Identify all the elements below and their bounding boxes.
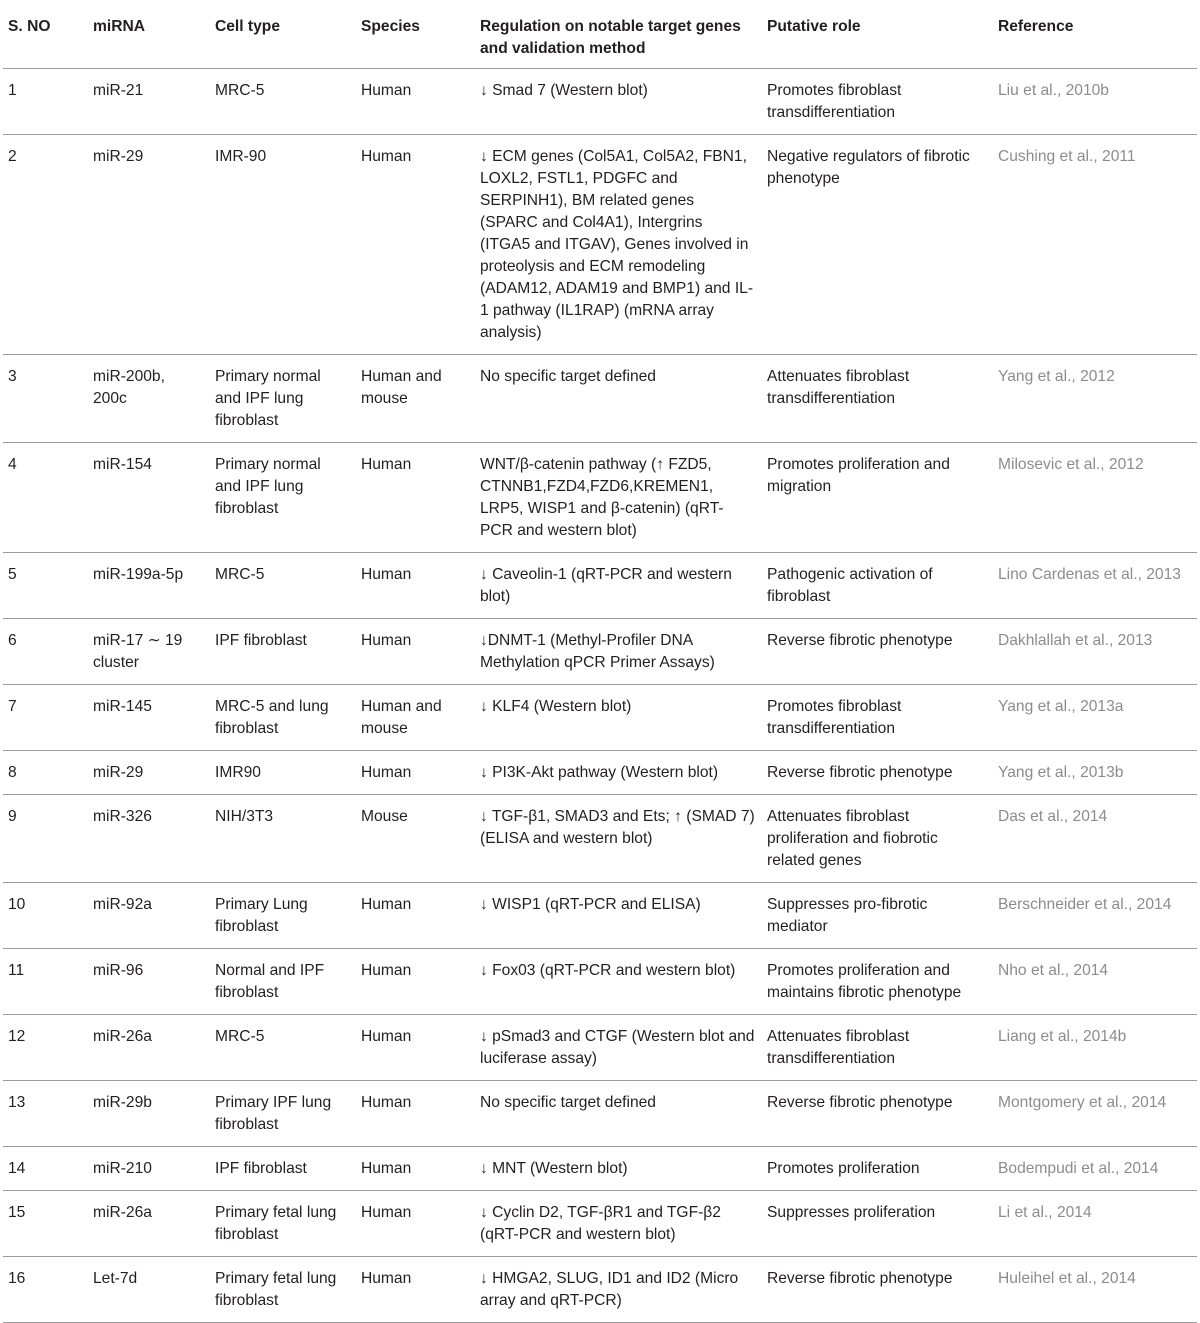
cell-reference: Berschneider et al., 2014: [993, 883, 1197, 949]
cell-role: Attenuates fibroblast transdifferentiation: [762, 355, 993, 443]
cell-regulation: ↓ HMGA2, SLUG, ID1 and ID2 (Micro array and qRT-PCR): [475, 1257, 762, 1323]
cell-reference: Milosevic et al., 2012: [993, 443, 1197, 553]
cell-sno: 11: [3, 949, 88, 1015]
cell-reference: Lino Cardenas et al., 2013: [993, 553, 1197, 619]
table-row: [3, 69, 1197, 135]
cell-cell-type: Primary IPF lung fibroblast: [210, 1081, 356, 1147]
cell-role: Reverse fibrotic phenotype: [762, 751, 993, 795]
cell-role: Reverse fibrotic phenotype: [762, 619, 993, 685]
header-mirna: miRNA: [88, 0, 210, 69]
cell-cell-type: Primary normal and IPF lung fibroblast: [210, 355, 356, 443]
cell-species: Human: [356, 1147, 475, 1191]
cell-role: Pathogenic activation of fibroblast: [762, 553, 993, 619]
table-header: [3, 0, 1197, 69]
cell-sno: 16: [3, 1257, 88, 1323]
cell-sno: 10: [3, 883, 88, 949]
cell-mirna: miR-29: [88, 751, 210, 795]
table-row: [3, 443, 1197, 553]
cell-mirna: miR-26a: [88, 1015, 210, 1081]
cell-mirna: miR-199a-5p: [88, 553, 210, 619]
cell-species: Human: [356, 69, 475, 135]
cell-regulation: ↓ KLF4 (Western blot): [475, 685, 762, 751]
cell-mirna: miR-210: [88, 1147, 210, 1191]
cell-mirna: miR-326: [88, 795, 210, 883]
cell-role: Promotes proliferation: [762, 1147, 993, 1191]
cell-regulation: WNT/β-catenin pathway (↑ FZD5, CTNNB1,FZD4,FZD6,KREMEN1, LRP5, WISP1 and β-catenin) (qRT-PCR and western blot): [475, 443, 762, 553]
cell-role: Promotes proliferation and migration: [762, 443, 993, 553]
table-row: [3, 1081, 1197, 1147]
cell-sno: 3: [3, 355, 88, 443]
cell-cell-type: Primary normal and IPF lung fibroblast: [210, 443, 356, 553]
table-row: [3, 949, 1197, 1015]
cell-species: Human: [356, 1015, 475, 1081]
cell-regulation: ↓ pSmad3 and CTGF (Western blot and luciferase assay): [475, 1015, 762, 1081]
cell-cell-type: IPF fibroblast: [210, 619, 356, 685]
cell-cell-type: Primary fetal lung fibroblast: [210, 1257, 356, 1323]
cell-role: Negative regulators of fibrotic phenotype: [762, 135, 993, 355]
cell-species: Human: [356, 1257, 475, 1323]
table-body: [3, 69, 1197, 1323]
cell-sno: 7: [3, 685, 88, 751]
table-row: [3, 1191, 1197, 1257]
table-row: [3, 619, 1197, 685]
cell-mirna: miR-29: [88, 135, 210, 355]
cell-species: Human and mouse: [356, 355, 475, 443]
cell-reference: Das et al., 2014: [993, 795, 1197, 883]
cell-regulation: ↓ Caveolin-1 (qRT-PCR and western blot): [475, 553, 762, 619]
cell-reference: Yang et al., 2013b: [993, 751, 1197, 795]
cell-regulation: ↓ TGF-β1, SMAD3 and Ets; ↑ (SMAD 7) (ELISA and western blot): [475, 795, 762, 883]
cell-cell-type: Primary Lung fibroblast: [210, 883, 356, 949]
cell-regulation: ↓ PI3K-Akt pathway (Western blot): [475, 751, 762, 795]
cell-species: Human: [356, 1191, 475, 1257]
cell-mirna: miR-154: [88, 443, 210, 553]
cell-regulation: ↓ MNT (Western blot): [475, 1147, 762, 1191]
cell-reference: Huleihel et al., 2014: [993, 1257, 1197, 1323]
cell-reference: Liang et al., 2014b: [993, 1015, 1197, 1081]
cell-reference: Bodempudi et al., 2014: [993, 1147, 1197, 1191]
cell-species: Human: [356, 949, 475, 1015]
cell-reference: Cushing et al., 2011: [993, 135, 1197, 355]
cell-role: Reverse fibrotic phenotype: [762, 1257, 993, 1323]
cell-mirna: miR-200b, 200c: [88, 355, 210, 443]
mirna-table: [3, 0, 1197, 1323]
table-row: [3, 795, 1197, 883]
cell-regulation: ↓ Smad 7 (Western blot): [475, 69, 762, 135]
cell-role: Reverse fibrotic phenotype: [762, 1081, 993, 1147]
cell-regulation: No specific target defined: [475, 355, 762, 443]
cell-species: Human: [356, 1081, 475, 1147]
cell-cell-type: MRC-5: [210, 1015, 356, 1081]
cell-reference: Li et al., 2014: [993, 1191, 1197, 1257]
cell-sno: 13: [3, 1081, 88, 1147]
cell-role: Attenuates fibroblast proliferation and fiobrotic related genes: [762, 795, 993, 883]
cell-regulation: ↓ ECM genes (Col5A1, Col5A2, FBN1, LOXL2, FSTL1, PDGFC and SERPINH1), BM related genes (SPARC and Col4A1), Intergrins (ITGA5 and ITGAV), Genes involved in proteolysis and ECM remodeling (ADAM12, ADAM19 and BMP1) and IL-1 pathway (IL1RAP) (mRNA array analysis): [475, 135, 762, 355]
cell-sno: 15: [3, 1191, 88, 1257]
cell-mirna: miR-145: [88, 685, 210, 751]
cell-sno: 1: [3, 69, 88, 135]
cell-reference: Dakhlallah et al., 2013: [993, 619, 1197, 685]
cell-mirna: miR-96: [88, 949, 210, 1015]
cell-sno: 6: [3, 619, 88, 685]
cell-sno: 4: [3, 443, 88, 553]
cell-cell-type: MRC-5: [210, 69, 356, 135]
table-row: [3, 751, 1197, 795]
cell-cell-type: Primary fetal lung fibroblast: [210, 1191, 356, 1257]
cell-cell-type: IMR90: [210, 751, 356, 795]
header-sno: S. NO: [3, 0, 88, 69]
cell-role: Promotes fibroblast transdifferentiation: [762, 685, 993, 751]
cell-regulation: ↓ Cyclin D2, TGF-βR1 and TGF-β2 (qRT-PCR and western blot): [475, 1191, 762, 1257]
cell-role: Suppresses pro-fibrotic mediator: [762, 883, 993, 949]
cell-mirna: miR-92a: [88, 883, 210, 949]
cell-species: Human: [356, 883, 475, 949]
cell-reference: Yang et al., 2013a: [993, 685, 1197, 751]
cell-reference: Liu et al., 2010b: [993, 69, 1197, 135]
cell-cell-type: IMR-90: [210, 135, 356, 355]
cell-sno: 5: [3, 553, 88, 619]
cell-species: Human and mouse: [356, 685, 475, 751]
cell-species: Human: [356, 443, 475, 553]
table-row: [3, 1147, 1197, 1191]
cell-cell-type: MRC-5 and lung fibroblast: [210, 685, 356, 751]
cell-mirna: miR-29b: [88, 1081, 210, 1147]
cell-cell-type: NIH/3T3: [210, 795, 356, 883]
table-row: [3, 1257, 1197, 1323]
header-role: Putative role: [762, 0, 993, 69]
header-cell-type: Cell type: [210, 0, 356, 69]
cell-mirna: miR-17 ∼ 19 cluster: [88, 619, 210, 685]
cell-mirna: miR-21: [88, 69, 210, 135]
table-row: [3, 883, 1197, 949]
cell-regulation: ↓ Fox03 (qRT-PCR and western blot): [475, 949, 762, 1015]
cell-cell-type: MRC-5: [210, 553, 356, 619]
cell-role: Promotes fibroblast transdifferentiation: [762, 69, 993, 135]
header-regulation: Regulation on notable target genes and validation method: [475, 0, 762, 69]
cell-sno: 14: [3, 1147, 88, 1191]
cell-regulation: No specific target defined: [475, 1081, 762, 1147]
cell-sno: 2: [3, 135, 88, 355]
table-row: [3, 135, 1197, 355]
cell-species: Human: [356, 619, 475, 685]
cell-cell-type: IPF fibroblast: [210, 1147, 356, 1191]
cell-reference: Nho et al., 2014: [993, 949, 1197, 1015]
cell-role: Attenuates fibroblast transdifferentiation: [762, 1015, 993, 1081]
cell-species: Human: [356, 553, 475, 619]
cell-regulation: ↓DNMT-1 (Methyl-Profiler DNA Methylation qPCR Primer Assays): [475, 619, 762, 685]
header-reference: Reference: [993, 0, 1197, 69]
header-row: [3, 0, 1197, 69]
table-row: [3, 355, 1197, 443]
cell-reference: Yang et al., 2012: [993, 355, 1197, 443]
table-row: [3, 685, 1197, 751]
cell-mirna: Let-7d: [88, 1257, 210, 1323]
cell-reference: Montgomery et al., 2014: [993, 1081, 1197, 1147]
cell-species: Human: [356, 135, 475, 355]
cell-cell-type: Normal and IPF fibroblast: [210, 949, 356, 1015]
header-species: Species: [356, 0, 475, 69]
cell-sno: 8: [3, 751, 88, 795]
cell-role: Suppresses proliferation: [762, 1191, 993, 1257]
cell-regulation: ↓ WISP1 (qRT-PCR and ELISA): [475, 883, 762, 949]
cell-mirna: miR-26a: [88, 1191, 210, 1257]
cell-species: Human: [356, 751, 475, 795]
cell-sno: 12: [3, 1015, 88, 1081]
cell-role: Promotes proliferation and maintains fibrotic phenotype: [762, 949, 993, 1015]
table-row: [3, 553, 1197, 619]
table-row: [3, 1015, 1197, 1081]
cell-sno: 9: [3, 795, 88, 883]
cell-species: Mouse: [356, 795, 475, 883]
